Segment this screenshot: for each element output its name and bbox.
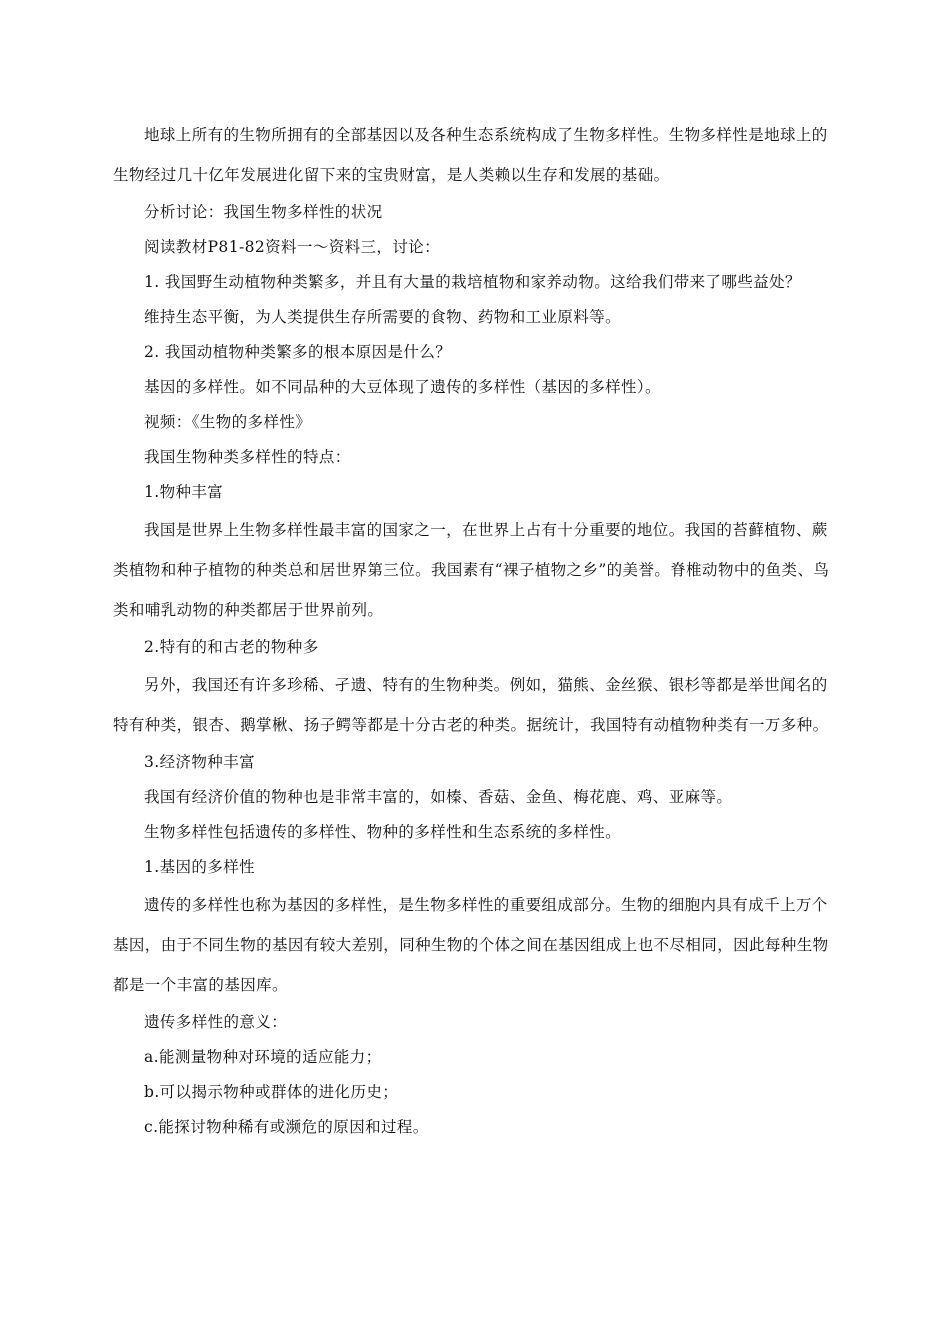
paragraph-question-2: 2. 我国动植物种类繁多的根本原因是什么？	[144, 343, 452, 361]
paragraph-feature-3-body: 我国有经济价值的物种也是非常丰富的，如榛、香菇、金鱼、梅花鹿、鸡、亚麻等。	[144, 788, 733, 806]
paragraph-significance-heading: 遗传多样性的意义：	[144, 1013, 288, 1031]
document-body	[113, 121, 843, 1145]
paragraph-features-heading: 我国生物种类多样性的特点：	[144, 448, 351, 466]
paragraph-feature-1-body: 我国是世界上生物多样性最丰富的国家之一，在世界上占有十分重要的地位。我国的苔藓植物、蕨类植物和种子植物的种类总和居世界第三位。我国素有“裸子植物之乡”的美誉。脊椎动物中的鱼类、鸟类和哺乳动物的种类都居于世界前列。	[113, 521, 830, 619]
paragraph-feature-2-title: 2.特有的和古老的物种多	[144, 638, 319, 656]
paragraph-feature-2-body: 另外，我国还有许多珍稀、孑遗、特有的生物种类。例如，猫熊、金丝猴、银杉等都是举世闻名的特有种类，银杏、鹅掌楸、扬子鳄等都是十分古老的种类。据统计，我国特有动植物种类有一万多种。	[113, 676, 829, 734]
paragraph-answer-1: 维持生态平衡，为人类提供生存所需要的食物、药物和工业原料等。	[144, 308, 622, 326]
paragraph-video: 视频：《生物的多样性》	[144, 413, 312, 431]
paragraph-answer-2: 基因的多样性。如不同品种的大豆体现了遗传的多样性（基因的多样性）。	[144, 378, 661, 396]
paragraph-question-1: 1. 我国野生动植物种类繁多，并且有大量的栽培植物和家养动物。这给我们带来了哪些益处？	[144, 273, 801, 291]
paragraph-significance-b: b.可以揭示物种或群体的进化历史；	[144, 1083, 399, 1101]
paragraph-intro: 地球上所有的生物所拥有的全部基因以及各种生态系统构成了生物多样性。生物多样性是地球上的生物经过几十亿年发展进化留下来的宝贵财富，是人类赖以生存和发展的基础。	[113, 126, 828, 184]
paragraph-diversity-summary: 生物多样性包括遗传的多样性、物种的多样性和生态系统的多样性。	[144, 823, 622, 841]
paragraph-gene-diversity-body: 遗传的多样性也称为基因的多样性，是生物多样性的重要组成部分。生物的细胞内具有成千上万个基因，由于不同生物的基因有较大差别，同种生物的个体之间在基因组成上也不尽相同，因此每种生物都是一个丰富的基因库。	[113, 896, 829, 994]
paragraph-feature-3-title: 3.经济物种丰富	[144, 753, 255, 771]
paragraph-significance-c: c.能探讨物种稀有或濒危的原因和过程。	[144, 1118, 429, 1136]
paragraph-gene-diversity-title: 1.基因的多样性	[144, 858, 255, 876]
paragraph-discussion-heading: 分析讨论：我国生物多样性的状况	[144, 203, 383, 221]
paragraph-significance-a: a.能测量物种对环境的适应能力；	[144, 1048, 382, 1066]
paragraph-reading-task: 阅读教材P81-82资料一～资料三，讨论：	[144, 238, 441, 256]
paragraph-feature-1-title: 1.物种丰富	[144, 483, 224, 501]
